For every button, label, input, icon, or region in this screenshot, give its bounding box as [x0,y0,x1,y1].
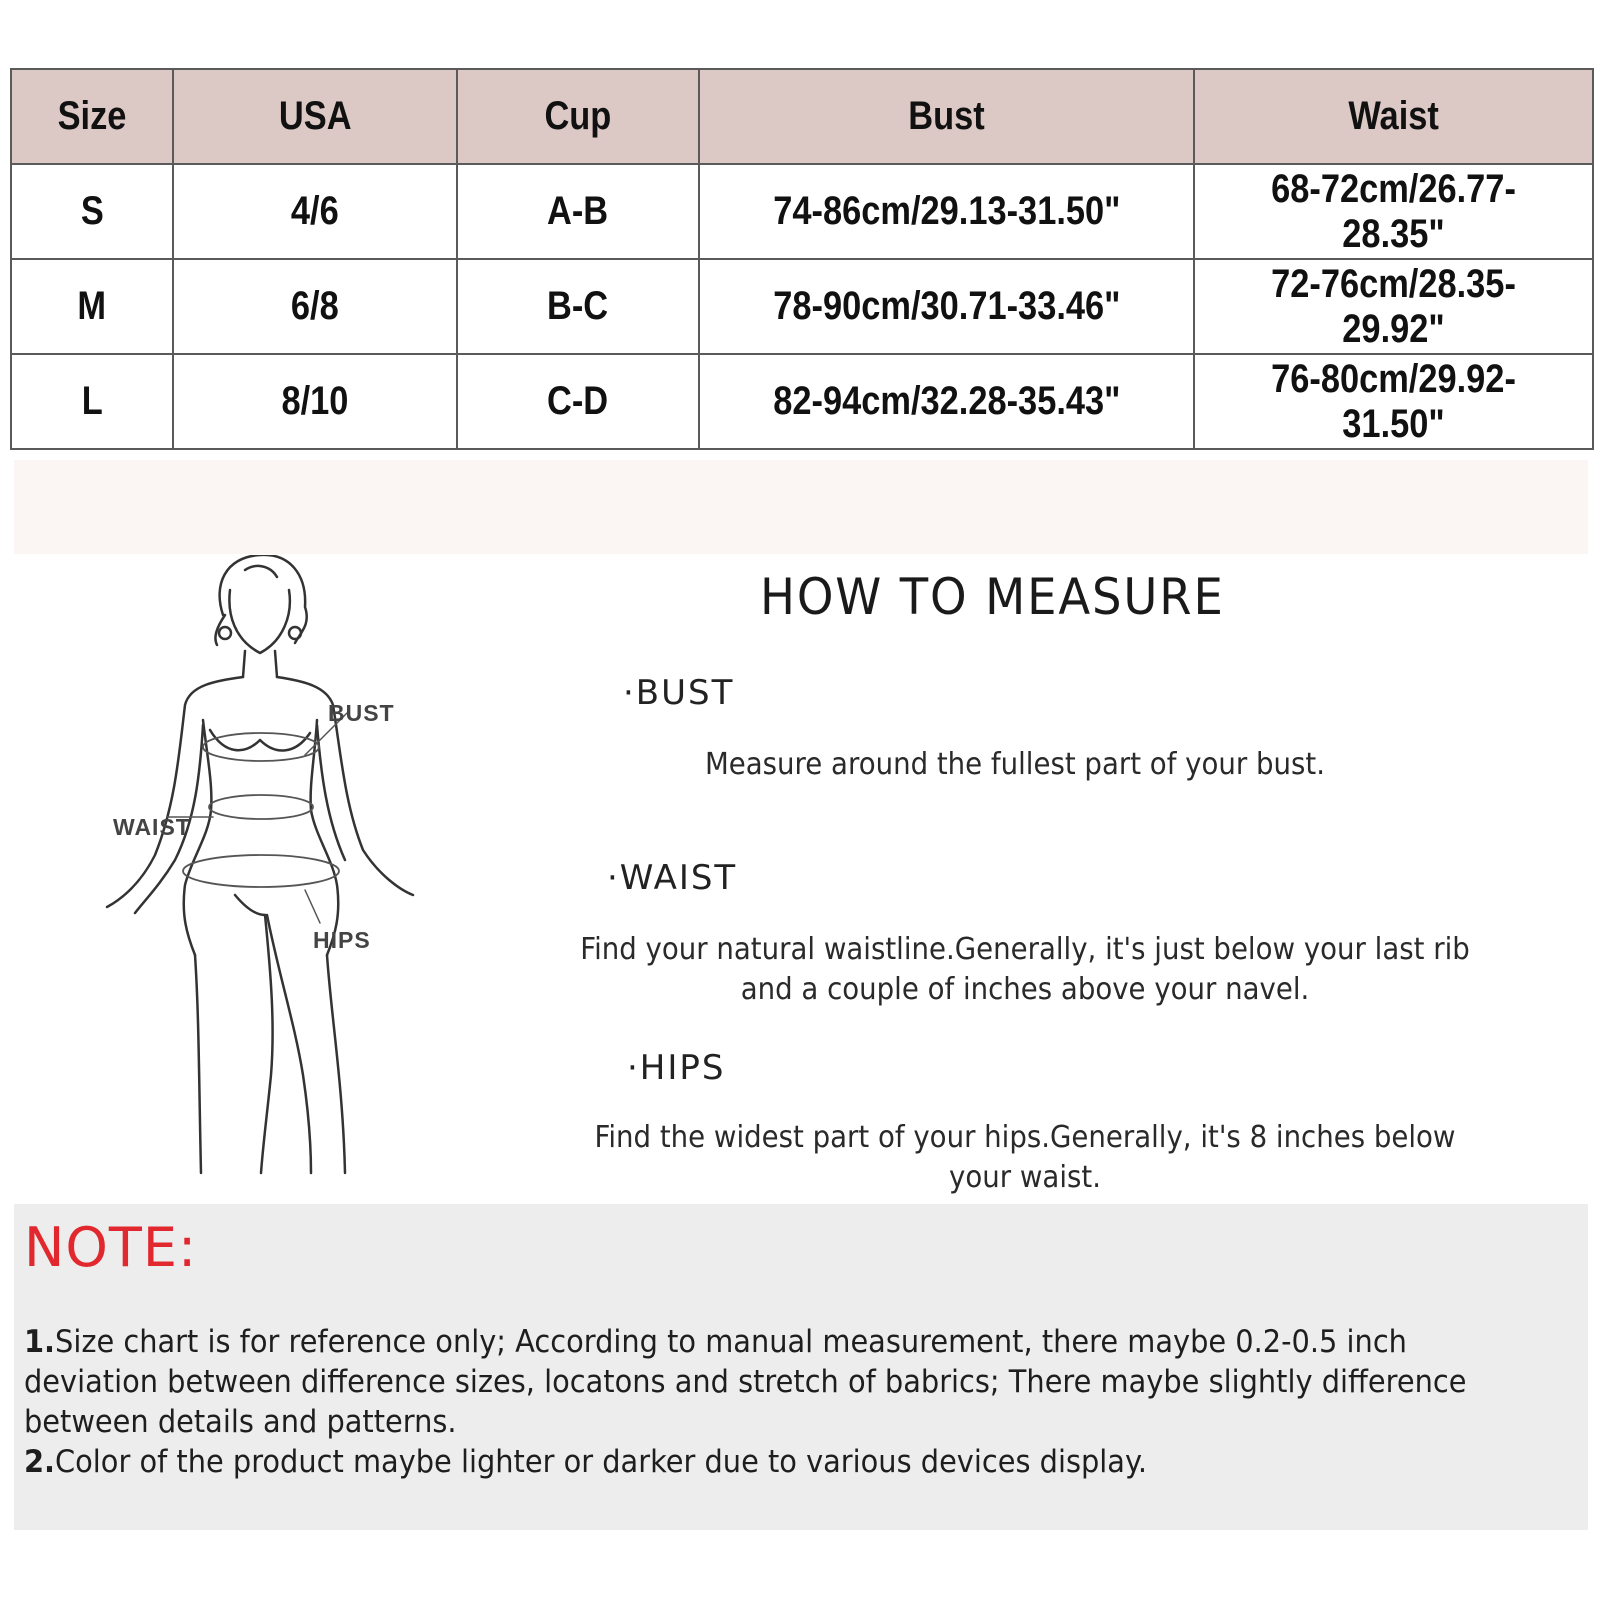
header-cup: Cup [457,69,699,164]
table-row [11,354,1593,449]
waist-instructions-line-2: and a couple of inches above your navel. [740,972,1310,1007]
size-chart-table [10,68,1594,450]
note-section [14,1204,1588,1530]
header-size: Size [11,69,173,164]
spacer-band [14,460,1588,554]
body-outline-icon [95,555,445,1205]
cell-waist: 68-72cm/26.77-28.35" [1194,164,1593,259]
figure-label-waist: WAIST [113,814,191,840]
note-item-1-line-1 [24,1322,1493,1362]
table-row [11,164,1593,259]
note-item-1-text: Size chart is for reference only; According to manual measurement, there maybe 0.2-0.5 inch [55,1324,1407,1360]
how-to-measure-title: HOW TO MEASURE [760,568,1225,626]
note-item-1-line-3: between details and patterns. [24,1404,457,1440]
waist-instructions-line-1: Find your natural waistline.Generally, it's just below your last rib [580,932,1470,967]
cell-usa: 8/10 [173,354,457,449]
hips-instructions-line-1: Find the widest part of your hips.Generally, it's 8 inches below [594,1120,1456,1155]
bust-heading: ·BUST [623,673,735,713]
cell-waist: 76-80cm/29.92-31.50" [1194,354,1593,449]
cell-usa: 4/6 [173,164,457,259]
note-item-1 [24,1322,1493,1442]
note-item-2-text: Color of the product maybe lighter or darker due to various devices display. [55,1444,1148,1480]
cell-waist: 72-76cm/28.35-29.92" [1194,259,1593,354]
cell-cup: A-B [457,164,699,259]
header-usa: USA [173,69,457,164]
header-waist: Waist [1194,69,1593,164]
header-bust: Bust [699,69,1194,164]
hips-heading: ·HIPS [627,1048,726,1088]
cell-cup: B-C [457,259,699,354]
cell-cup: C-D [457,354,699,449]
cell-size: S [11,164,173,259]
cell-size: L [11,354,173,449]
note-item-1-number: 1. [24,1324,56,1360]
cell-usa: 6/8 [173,259,457,354]
hips-instructions-line-2: your waist. [949,1160,1101,1195]
bust-instructions [596,745,1433,785]
figure-label-bust: BUST [328,700,395,726]
note-item-2-number: 2. [24,1444,56,1480]
waist-heading: ·WAIST [607,858,738,898]
figure-label-hips: HIPS [313,927,371,953]
cell-bust: 74-86cm/29.13-31.50" [699,164,1194,259]
cell-bust: 78-90cm/30.71-33.46" [699,259,1194,354]
table-header-row [11,69,1593,164]
cell-size: M [11,259,173,354]
bust-instructions-line: Measure around the fullest part of your bust. [704,747,1326,782]
note-item-2 [24,1442,1493,1482]
note-title: NOTE: [24,1216,198,1279]
table-row [11,259,1593,354]
note-item-1-line-2: deviation between difference sizes, locatons and stretch of babrics; There maybe slightly difference [24,1364,1467,1400]
cell-bust: 82-94cm/32.28-35.43" [699,354,1194,449]
waist-instructions [542,930,1508,1010]
hips-instructions [542,1118,1508,1198]
body-measurement-figure [95,555,445,1205]
